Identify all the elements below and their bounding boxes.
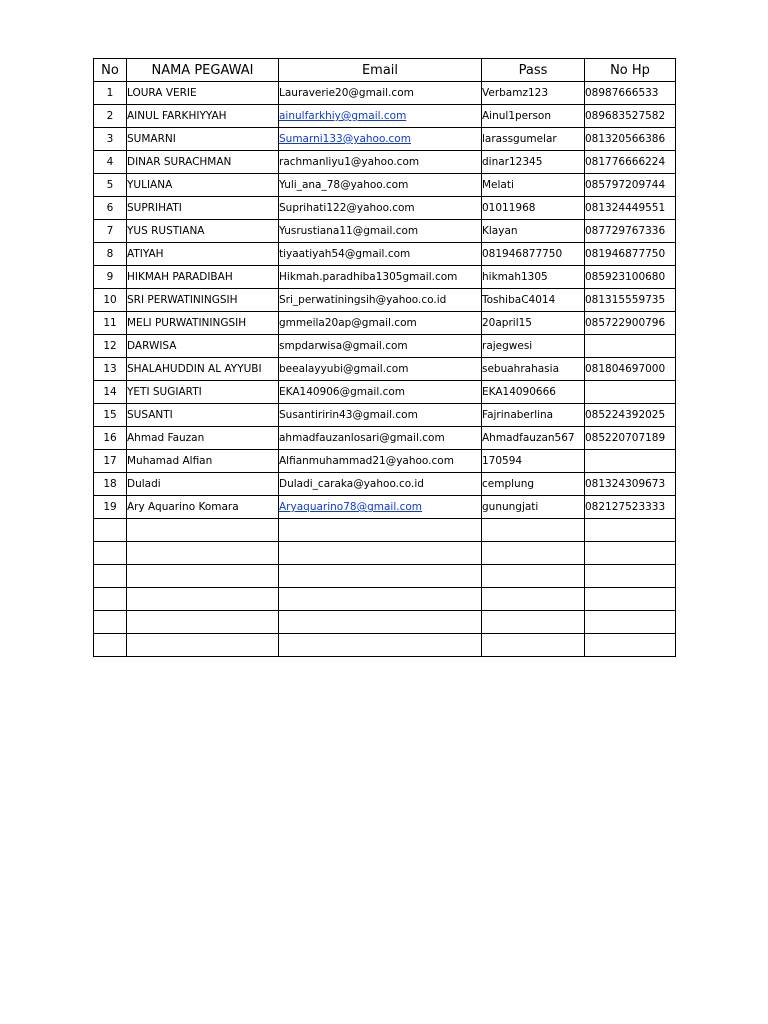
table-row — [94, 381, 676, 404]
cell-no — [94, 634, 127, 657]
cell-nama-pegawai — [127, 611, 279, 634]
cell-email: ahmadfauzanlosari@gmail.com — [279, 427, 482, 450]
table-row — [94, 289, 676, 312]
table-row — [94, 174, 676, 197]
cell-no: 3 — [94, 128, 127, 151]
header-no: No — [94, 59, 127, 82]
cell-pass: 170594 — [482, 450, 585, 473]
table-row — [94, 220, 676, 243]
cell-email: beealayyubi@gmail.com — [279, 358, 482, 381]
header-row — [94, 59, 676, 82]
empty-row — [94, 565, 676, 588]
cell-no-hp — [585, 450, 676, 473]
cell-email: Yuli_ana_78@yahoo.com — [279, 174, 482, 197]
cell-pass: cemplung — [482, 473, 585, 496]
cell-pass — [482, 611, 585, 634]
cell-nama-pegawai: ATIYAH — [127, 243, 279, 266]
cell-email — [279, 565, 482, 588]
cell-no-hp — [585, 634, 676, 657]
table-row — [94, 473, 676, 496]
cell-email: Susantiririn43@gmail.com — [279, 404, 482, 427]
table-row — [94, 197, 676, 220]
cell-no: 19 — [94, 496, 127, 519]
cell-pass — [482, 542, 585, 565]
table-row — [94, 151, 676, 174]
cell-pass: Melati — [482, 174, 585, 197]
cell-no: 9 — [94, 266, 127, 289]
cell-no — [94, 542, 127, 565]
cell-no — [94, 565, 127, 588]
email-link[interactable]: ainulfarkhiy@gmail.com — [279, 110, 407, 122]
cell-no-hp: 085224392025 — [585, 404, 676, 427]
cell-no: 6 — [94, 197, 127, 220]
cell-pass: Fajrinaberlina — [482, 404, 585, 427]
cell-email — [279, 105, 482, 128]
empty-row — [94, 611, 676, 634]
header-email: Email — [279, 59, 482, 82]
table-row — [94, 243, 676, 266]
cell-pass: Ainul1person — [482, 105, 585, 128]
cell-pass: sebuahrahasia — [482, 358, 585, 381]
cell-no-hp — [585, 519, 676, 542]
cell-no: 13 — [94, 358, 127, 381]
cell-pass: 081946877750 — [482, 243, 585, 266]
cell-no-hp: 089683527582 — [585, 105, 676, 128]
cell-no-hp — [585, 611, 676, 634]
cell-nama-pegawai: Muhamad Alfian — [127, 450, 279, 473]
cell-nama-pegawai — [127, 565, 279, 588]
cell-no-hp — [585, 565, 676, 588]
cell-no: 8 — [94, 243, 127, 266]
cell-no — [94, 611, 127, 634]
cell-email: Hikmah.paradhiba1305gmail.com — [279, 266, 482, 289]
cell-email: Suprihati122@yahoo.com — [279, 197, 482, 220]
cell-no-hp: 085722900796 — [585, 312, 676, 335]
cell-no-hp: 08987666533 — [585, 82, 676, 105]
employee-table — [93, 58, 676, 657]
cell-no: 4 — [94, 151, 127, 174]
employee-sheet — [93, 58, 676, 657]
table-row — [94, 128, 676, 151]
cell-email: Sri_perwatiningsih@yahoo.co.id — [279, 289, 482, 312]
cell-nama-pegawai: SRI PERWATININGSIH — [127, 289, 279, 312]
cell-email — [279, 588, 482, 611]
cell-nama-pegawai: SUPRIHATI — [127, 197, 279, 220]
cell-email: tiyaatiyah54@gmail.com — [279, 243, 482, 266]
cell-email: Lauraverie20@gmail.com — [279, 82, 482, 105]
cell-nama-pegawai: SHALAHUDDIN AL AYYUBI — [127, 358, 279, 381]
cell-no-hp: 081776666224 — [585, 151, 676, 174]
cell-no: 1 — [94, 82, 127, 105]
cell-no-hp — [585, 381, 676, 404]
email-link[interactable]: Sumarni133@yahoo.com — [279, 133, 411, 145]
cell-pass: rajegwesi — [482, 335, 585, 358]
cell-nama-pegawai: Ary Aquarino Komara — [127, 496, 279, 519]
cell-pass: Ahmadfauzan567 — [482, 427, 585, 450]
cell-email — [279, 128, 482, 151]
cell-pass — [482, 588, 585, 611]
cell-email: Alfianmuhammad21@yahoo.com — [279, 450, 482, 473]
cell-pass: EKA14090666 — [482, 381, 585, 404]
table-row — [94, 404, 676, 427]
cell-no — [94, 588, 127, 611]
cell-nama-pegawai: MELI PURWATININGSIH — [127, 312, 279, 335]
cell-nama-pegawai — [127, 519, 279, 542]
cell-nama-pegawai: DINAR SURACHMAN — [127, 151, 279, 174]
cell-no: 15 — [94, 404, 127, 427]
table-row — [94, 427, 676, 450]
cell-nama-pegawai: SUMARNI — [127, 128, 279, 151]
header-pass: Pass — [482, 59, 585, 82]
cell-pass: dinar12345 — [482, 151, 585, 174]
cell-pass: hikmah1305 — [482, 266, 585, 289]
cell-no: 12 — [94, 335, 127, 358]
cell-nama-pegawai: SUSANTI — [127, 404, 279, 427]
cell-email: smpdarwisa@gmail.com — [279, 335, 482, 358]
table-row — [94, 358, 676, 381]
table-row — [94, 266, 676, 289]
cell-no-hp — [585, 588, 676, 611]
cell-no-hp: 082127523333 — [585, 496, 676, 519]
cell-no: 16 — [94, 427, 127, 450]
cell-nama-pegawai: HIKMAH PARADIBAH — [127, 266, 279, 289]
table-row — [94, 312, 676, 335]
cell-no-hp: 081324309673 — [585, 473, 676, 496]
cell-pass: 01011968 — [482, 197, 585, 220]
cell-pass — [482, 565, 585, 588]
table-row — [94, 105, 676, 128]
cell-email: rachmanliyu1@yahoo.com — [279, 151, 482, 174]
cell-no-hp: 087729767336 — [585, 220, 676, 243]
cell-no-hp: 085220707189 — [585, 427, 676, 450]
cell-pass: Verbamz123 — [482, 82, 585, 105]
cell-no-hp — [585, 335, 676, 358]
cell-nama-pegawai: YETI SUGIARTI — [127, 381, 279, 404]
header-no-hp: No Hp — [585, 59, 676, 82]
cell-pass: ToshibaC4014 — [482, 289, 585, 312]
cell-nama-pegawai: YULIANA — [127, 174, 279, 197]
cell-no: 10 — [94, 289, 127, 312]
cell-email: Yusrustiana11@gmail.com — [279, 220, 482, 243]
cell-no: 5 — [94, 174, 127, 197]
cell-email: gmmeila20ap@gmail.com — [279, 312, 482, 335]
cell-nama-pegawai: DARWISA — [127, 335, 279, 358]
cell-no: 17 — [94, 450, 127, 473]
cell-email — [279, 542, 482, 565]
cell-no-hp: 081315559735 — [585, 289, 676, 312]
cell-pass — [482, 519, 585, 542]
cell-pass: larassgumelar — [482, 128, 585, 151]
cell-nama-pegawai — [127, 634, 279, 657]
empty-row — [94, 634, 676, 657]
table-body — [94, 82, 676, 657]
cell-nama-pegawai: YUS RUSTIANA — [127, 220, 279, 243]
table-row — [94, 450, 676, 473]
cell-pass: 20april15 — [482, 312, 585, 335]
cell-nama-pegawai — [127, 542, 279, 565]
cell-email — [279, 519, 482, 542]
cell-no: 11 — [94, 312, 127, 335]
cell-pass — [482, 634, 585, 657]
cell-no-hp: 085797209744 — [585, 174, 676, 197]
cell-nama-pegawai: LOURA VERIE — [127, 82, 279, 105]
cell-nama-pegawai: Ahmad Fauzan — [127, 427, 279, 450]
cell-no-hp: 081320566386 — [585, 128, 676, 151]
cell-email — [279, 496, 482, 519]
cell-nama-pegawai: Duladi — [127, 473, 279, 496]
cell-no-hp — [585, 542, 676, 565]
cell-no-hp: 081324449551 — [585, 197, 676, 220]
cell-no: 2 — [94, 105, 127, 128]
table-row — [94, 496, 676, 519]
cell-no: 18 — [94, 473, 127, 496]
cell-email — [279, 611, 482, 634]
empty-row — [94, 542, 676, 565]
cell-email — [279, 634, 482, 657]
table-row — [94, 82, 676, 105]
cell-no: 14 — [94, 381, 127, 404]
cell-pass: Klayan — [482, 220, 585, 243]
cell-nama-pegawai — [127, 588, 279, 611]
cell-nama-pegawai: AINUL FARKHIYYAH — [127, 105, 279, 128]
header-nama-pegawai: NAMA PEGAWAI — [127, 59, 279, 82]
email-link[interactable]: Aryaquarino78@gmail.com — [279, 501, 423, 513]
cell-no-hp: 085923100680 — [585, 266, 676, 289]
cell-email: EKA140906@gmail.com — [279, 381, 482, 404]
table-row — [94, 335, 676, 358]
cell-pass: gunungjati — [482, 496, 585, 519]
empty-row — [94, 519, 676, 542]
cell-no — [94, 519, 127, 542]
cell-email: Duladi_caraka@yahoo.co.id — [279, 473, 482, 496]
empty-row — [94, 588, 676, 611]
cell-no-hp: 081804697000 — [585, 358, 676, 381]
cell-no-hp: 081946877750 — [585, 243, 676, 266]
cell-no: 7 — [94, 220, 127, 243]
